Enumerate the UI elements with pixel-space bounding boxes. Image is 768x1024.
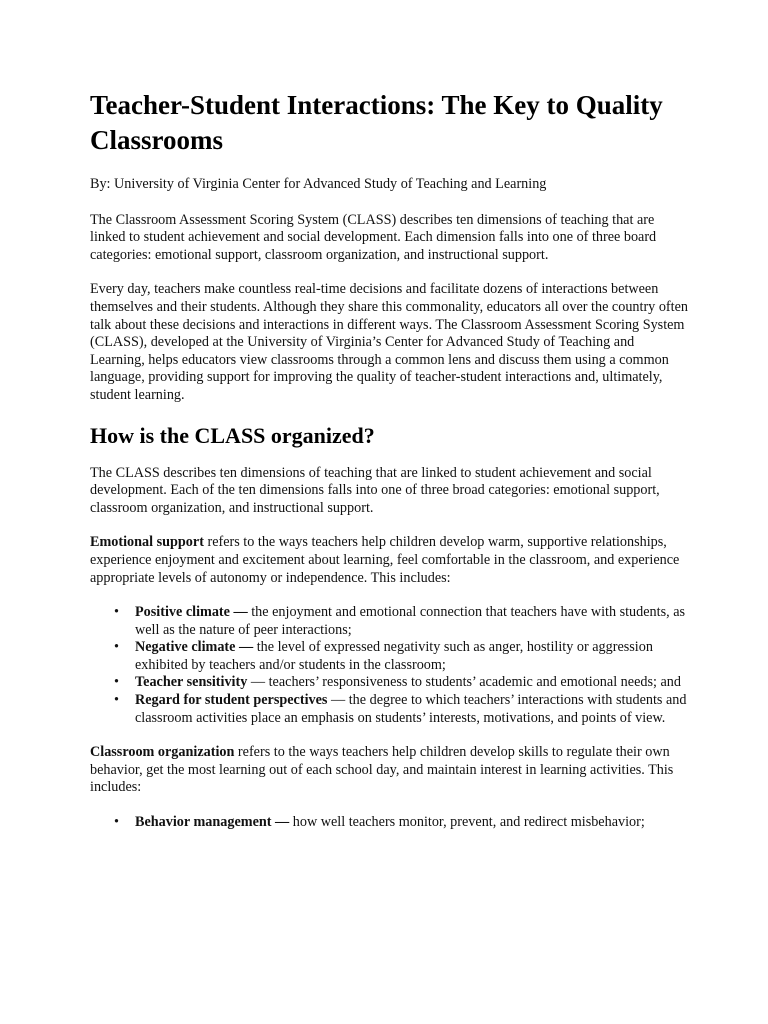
bullet-icon: •	[114, 692, 119, 709]
classroom-organization-term: Classroom organization	[90, 744, 235, 761]
emotional-support-paragraph	[90, 534, 690, 587]
list-item-text: the level of expressed negativity such as anger, hostility or aggression exhibited by teachers and/or students in the classroom;	[135, 639, 653, 673]
byline: By: University of Virginia Center for Advanced Study of Teaching and Learning	[90, 176, 547, 192]
bullet-icon: •	[114, 814, 119, 831]
list-item-term: Behavior management —	[135, 814, 290, 831]
list-item-term: Teacher sensitivity	[135, 674, 248, 691]
emotional-support-list	[90, 604, 690, 727]
emotional-support-text: refers to the ways teachers help children develop warm, supportive relationships, experience enjoyment and excitement about learning, feel comfortable in the classroom, and experience appropriate levels of autonomy or independence. This includes:	[90, 534, 680, 586]
list-item	[90, 692, 690, 727]
section-paragraph: The CLASS describes ten dimensions of teaching that are linked to student achievement and social development. Each of the ten dimensions falls into one of three broad categories: emotional support, classroom organization, and instructional support.	[90, 464, 660, 516]
document-title: Teacher-Student Interactions: The Key to Quality Classrooms	[90, 90, 663, 155]
list-item-text: the enjoyment and emotional connection that teachers have with students, as well as the nature of peer interactions;	[135, 604, 686, 638]
classroom-organization-text: refers to the ways teachers help children develop skills to regulate their own behavior, get the most learning out of each school day, and maintain interest in learning activities. This includes:	[90, 744, 674, 796]
list-item	[90, 674, 690, 692]
intro-paragraph: The Classroom Assessment Scoring System (CLASS) describes ten dimensions of teaching that are linked to student achievement and social development. Each dimension falls into one of three board categories: emotional support, classroom organization, and instructional support.	[90, 211, 657, 263]
list-item	[90, 639, 690, 674]
classroom-organization-paragraph	[90, 744, 690, 797]
list-item-text: — teachers’ responsiveness to students’ academic and emotional needs; and	[247, 674, 681, 691]
classroom-organization-list	[90, 814, 690, 832]
bullet-icon: •	[114, 639, 119, 656]
section-heading: How is the CLASS organized?	[90, 422, 375, 448]
list-item-term: Regard for student perspectives	[135, 692, 328, 709]
bullet-icon: •	[114, 674, 119, 691]
list-item	[90, 604, 690, 639]
list-item-text: — the degree to which teachers’ interactions with students and classroom activities place an emphasis on students’ interests, motivations, and points of view.	[135, 692, 687, 726]
document-page	[90, 88, 690, 849]
list-item-text: how well teachers monitor, prevent, and redirect misbehavior;	[289, 814, 645, 831]
list-item-term: Positive climate —	[135, 604, 248, 621]
emotional-support-term: Emotional support	[90, 534, 204, 551]
list-item	[90, 814, 690, 832]
overview-paragraph: Every day, teachers make countless real-time decisions and facilitate dozens of interactions between themselves and their students. Although they share this commonality, educators all over the country often talk about these decisions and interactions in different ways. The Classroom Assessment Scoring System (CLASS), developed at the University of Virginia’s Center for Advanced Study of Teaching and Learning, helps educators view classrooms through a common lens and discuss them using a common language, providing support for improving the quality of teacher-student interactions and, ultimately, student learning.	[90, 281, 688, 403]
list-item-term: Negative climate —	[135, 639, 254, 656]
bullet-icon: •	[114, 604, 119, 621]
